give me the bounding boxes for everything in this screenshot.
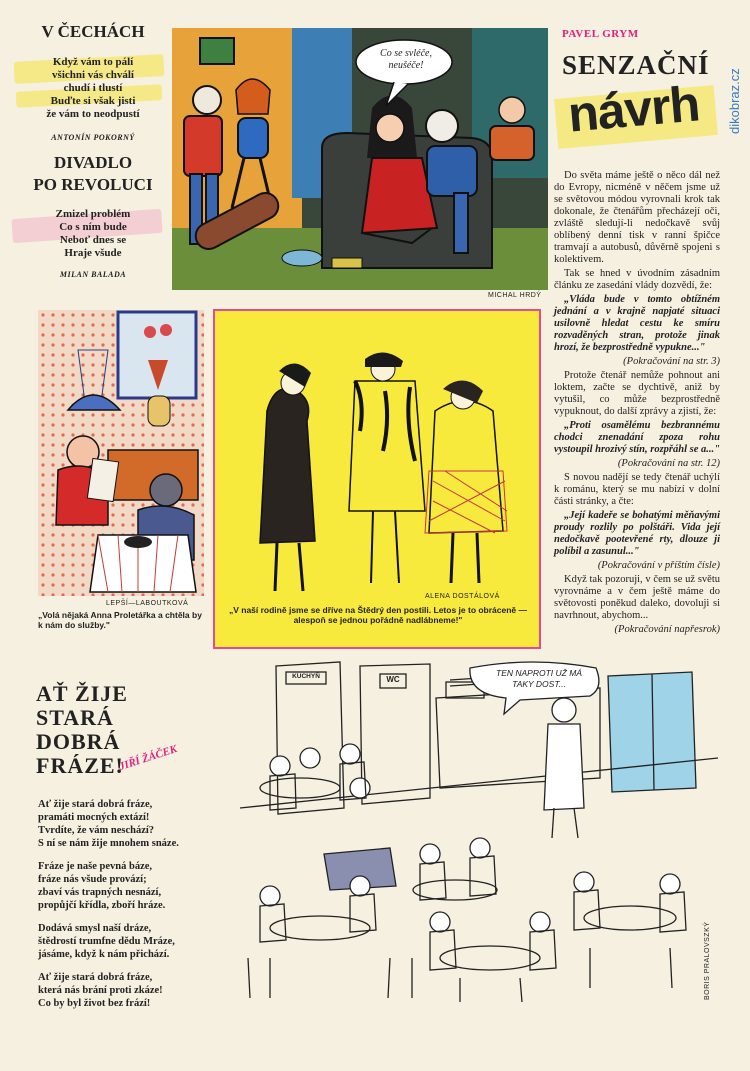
cartoon-credit: BORIS PRALOVSZKÝ bbox=[704, 921, 711, 1000]
cartoon-phone bbox=[38, 310, 204, 596]
speech-bubble-text: TEN NAPROTI UŽ MÁ TAKY DOST... bbox=[496, 668, 582, 689]
stanza: Dodává smysl naší dráze, štědrostí trumfne dědu Mráze, jásáme, když k nám přichází. bbox=[38, 923, 175, 960]
party-illustration bbox=[172, 28, 548, 290]
stanza: Ať žije stará dobrá fráze, pramáti mocných extází! Tvrdíte, že vám neschází? S ní se nám žije mnohem snáze. bbox=[38, 799, 179, 849]
door-sign-kitchen: KUCHYŇ bbox=[292, 673, 320, 680]
cartoon-caption: „Volá nějaká Anna Proletářka a chtěla by k nám do služby." bbox=[38, 610, 202, 630]
speech-bubble-text: Co se svléče, neušéče! bbox=[380, 48, 432, 71]
watermark: dikobraz.cz bbox=[727, 68, 742, 134]
article-title-highlight: návrh bbox=[565, 75, 702, 143]
cartoon-credit: MICHAL HRDÝ bbox=[488, 292, 542, 299]
poem-author: JIŘÍ ŽÁČEK bbox=[117, 742, 179, 774]
cartoon-credit: LEPŠÍ—LABOUTKOVÁ bbox=[106, 600, 189, 607]
cartoon-credit: ALENA DOSTÁLOVÁ bbox=[425, 593, 500, 600]
article-body: Do světa máme ještě o něco dál než do Evropy, nicméně v něčem jsme už se světovou módou vyrovnali krok tak dokonale, že čtenářům přecházejí oči, zvláště sledují-li nedočkavě svůj oblíbený denní tisk v ranní špičce tramvají a autobusů, důvěrně spojeni s kolektivem. Tak se hned v úvodním zásadním článku ze zasedání vlády dozvědí, že: „Vláda bude v tomto obtížném jednání a v krajně napjaté situaci usilovně hledat cestu ke smíru rozvaděných stran, protože jinak hrozí, že bezprostředně vypukne..." (Pokračování na str. 3) Protože čtenář nemůže pohnout ani loktem, začte se dychtivě, aniž by vytušil, co může bezprostředně vypuknout, do další zprávy a zjistí, že: „Proti osamělému bezbrannému chodci znenadání zpoza rohu vystoupil hrozivý stín, rozpřáhl se a..." (Pokračování na str. 12) S novou nadějí se tedy čtenář uchýlí k románu, který se mu nabízí v dolní části stránky, a čte: „Její kadeře se bohatými měňavými proudy rozlily po polštáři. Vida její nedočkavě pootevřené rty, dlouze ji políbil a zasunul..." (Pokračování v příštím čísle) Když tak pozoruji, v čem se už světu vyrovnáme a v čem ještě máme do světovosti poněkud daleko, dovoluji si navrhnout, abychom... (Pokračování napřesrok) bbox=[554, 170, 720, 635]
cartoon-christmas bbox=[213, 309, 541, 649]
christmas-illustration bbox=[215, 311, 539, 601]
poem-title: AŤ ŽIJE STARÁ DOBRÁ FRÁZE! bbox=[36, 681, 128, 778]
door-sign-wc: WC bbox=[386, 675, 400, 684]
article-author: PAVEL GRYM bbox=[562, 28, 639, 40]
poem-author: MILAN BALADA bbox=[59, 270, 127, 279]
poem-stanzas bbox=[38, 798, 238, 1020]
phone-illustration bbox=[38, 310, 204, 596]
poem-title: V ČECHÁCH bbox=[41, 22, 145, 41]
poem-lines: Zmizel problém Co s ním bude Neboť dnes se Hraje všude bbox=[55, 208, 131, 259]
article-title: SENZAČNÍ bbox=[562, 50, 710, 80]
poem-title: DIVADLO PO REVOLUCI bbox=[33, 153, 153, 194]
poem-v-cechach bbox=[20, 22, 166, 142]
cartoon-caption: „V naší rodině jsme se dříve na Štědrý den postili. Letos je to obráceně — alespoň se jednou pořádně nadlábneme!" bbox=[228, 605, 528, 625]
cartoon-party bbox=[172, 28, 548, 290]
stanza: Fráze je naše pevná báze, fráze nás všude provází; zbaví vás trapných nesnází, propůjčí křídla, zboří hráze. bbox=[38, 861, 166, 911]
poem-divadlo bbox=[20, 152, 166, 279]
cartoon-restaurant bbox=[240, 658, 718, 1002]
restaurant-illustration bbox=[240, 658, 718, 1002]
poem-author: ANTONÍN POKORNÝ bbox=[51, 133, 135, 142]
poem-lines: Když vám to pálí všichni vás chválí chudí i tlustí Buďte si však jisti že vám to neodpustí bbox=[46, 56, 140, 120]
stanza: Ať žije stará dobrá fráze, která nás brání proti zkáze! Co by byl život bez frází! bbox=[38, 972, 163, 1009]
